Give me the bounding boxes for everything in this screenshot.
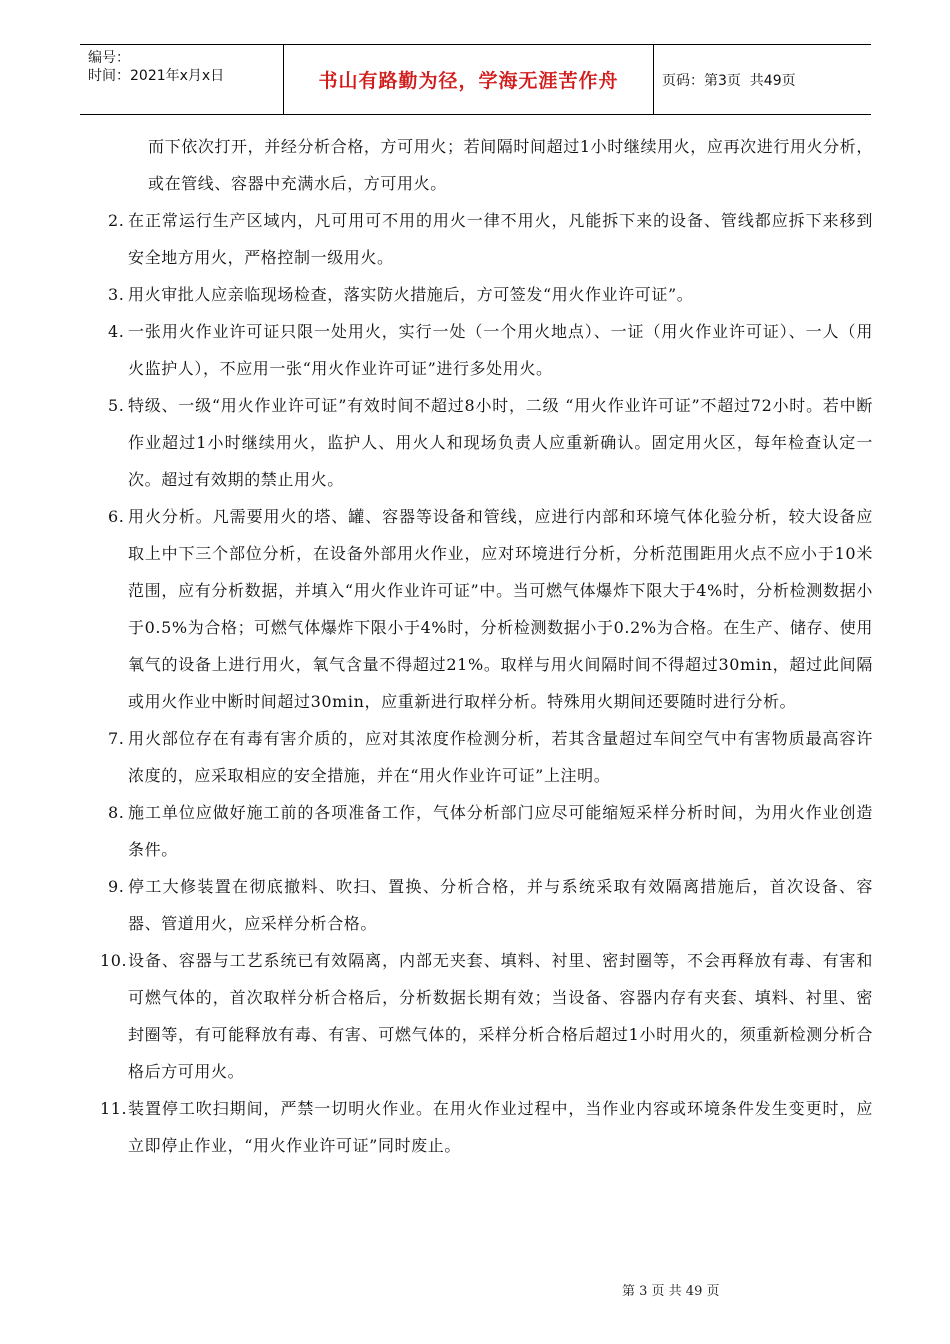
document-date-label: 时间：2021年x月x日 (88, 68, 225, 84)
list-item-number: 3. (108, 285, 125, 304)
list-item (108, 794, 873, 868)
list-item (108, 498, 873, 720)
header-motto: 书山有路勤为径，学海无涯苦作舟 (318, 70, 619, 92)
list-item (108, 276, 873, 313)
header-motto-cell (284, 45, 654, 114)
list-item-text: 一张用火作业许可证只限一处用火，实行一处（一个用火地点）、一证（用火作业许可证）、一人（用火监护人），不应用一张“用火作业许可证”进行多处用火。 (128, 322, 873, 378)
list-item (108, 868, 873, 942)
list-item-number: 9. (108, 877, 125, 896)
list-item-number: 4. (108, 322, 125, 341)
list-item-text: 装置停工吹扫期间，严禁一切明火作业。在用火作业过程中，当作业内容或环境条件发生变更时，应立即停止作业，“用火作业许可证”同时废止。 (128, 1099, 873, 1155)
list-item (108, 387, 873, 498)
list-item-number: 6. (108, 507, 125, 526)
list-item-text: 用火审批人应亲临现场检查，落实防火措施后，方可签发“用火作业许可证”。 (128, 285, 694, 304)
page-header (80, 44, 871, 115)
list-item-number: 2. (108, 211, 125, 230)
list-item-number: 8. (108, 803, 125, 822)
list-item (100, 942, 873, 1090)
list-item-text: 在正常运行生产区域内，凡可用可不用的用火一律不用火，凡能拆下来的设备、管线都应拆下来移到安全地方用火，严格控制一级用火。 (128, 211, 873, 267)
paragraph-continuation (128, 128, 873, 202)
list-item-text: 用火分析。凡需要用火的塔、罐、容器等设备和管线，应进行内部和环境气体化验分析，较大设备应取上中下三个部位分析，在设备外部用火作业，应对环境进行分析，分析范围距用火点不应小于10米范围，应有分析数据，并填入“用火作业许可证”中。当可燃气体爆炸下限大于4%时，分析检测数据小于0.5%为合格；可燃气体爆炸下限小于4%时，分析检测数据小于0.2%为合格。在生产、储存、使用氧气的设备上进行用火，氧气含量不得超过21%。取样与用火间隔时间不得超过30min，超过此间隔或用火作业中断时间超过30min，应重新进行取样分析。特殊用火期间还要随时进行分析。 (128, 507, 873, 711)
document-body (100, 128, 873, 1164)
footer-page-number: 第 3 页 共 49 页 (622, 1284, 720, 1299)
paragraph-text: 而下依次打开，并经分析合格，方可用火；若间隔时间超过1小时继续用火，应再次进行用火分析，或在管线、容器中充满水后，方可用火。 (148, 137, 873, 193)
header-page-cell (654, 45, 871, 114)
list-item (100, 1090, 873, 1164)
list-item-text: 施工单位应做好施工前的各项准备工作，气体分析部门应尽可能缩短采样分析时间，为用火作业创造条件。 (128, 803, 873, 859)
list-item-text: 特级、一级“用火作业许可证”有效时间不超过8小时，二级 “用火作业许可证”不超过72小时。若中断作业超过1小时继续用火，监护人、用火人和现场负责人应重新确认。固定用火区，每年检查认定一次。超过有效期的禁止用火。 (128, 396, 873, 489)
list-item-text: 用火部位存在有毒有害介质的，应对其浓度作检测分析，若其含量超过车间空气中有害物质最高容许浓度的，应采取相应的安全措施，并在“用火作业许可证”上注明。 (128, 729, 873, 785)
document-number-label: 编号： (88, 50, 130, 66)
list-item (108, 202, 873, 276)
list-item-number: 7. (108, 729, 125, 748)
header-page-number: 页码：第3页 共49页 (662, 72, 796, 89)
list-item (108, 720, 873, 794)
list-item-text: 设备、容器与工艺系统已有效隔离，内部无夹套、填料、衬里、密封圈等，不会再释放有毒、有害和可燃气体的，首次取样分析合格后，分析数据长期有效；当设备、容器内存有夹套、填料、衬里、密封圈等，有可能释放有毒、有害、可燃气体的，采样分析合格后超过1小时用火的，须重新检测分析合格后方可用火。 (128, 951, 873, 1081)
list-item (108, 313, 873, 387)
list-item-number: 11. (100, 1099, 128, 1118)
header-meta (80, 45, 284, 114)
list-item-number: 10. (100, 951, 128, 970)
list-item-text: 停工大修装置在彻底撤料、吹扫、置换、分析合格，并与系统采取有效隔离措施后，首次设备、容器、管道用火，应采样分析合格。 (128, 877, 873, 933)
list-item-number: 5. (108, 396, 125, 415)
